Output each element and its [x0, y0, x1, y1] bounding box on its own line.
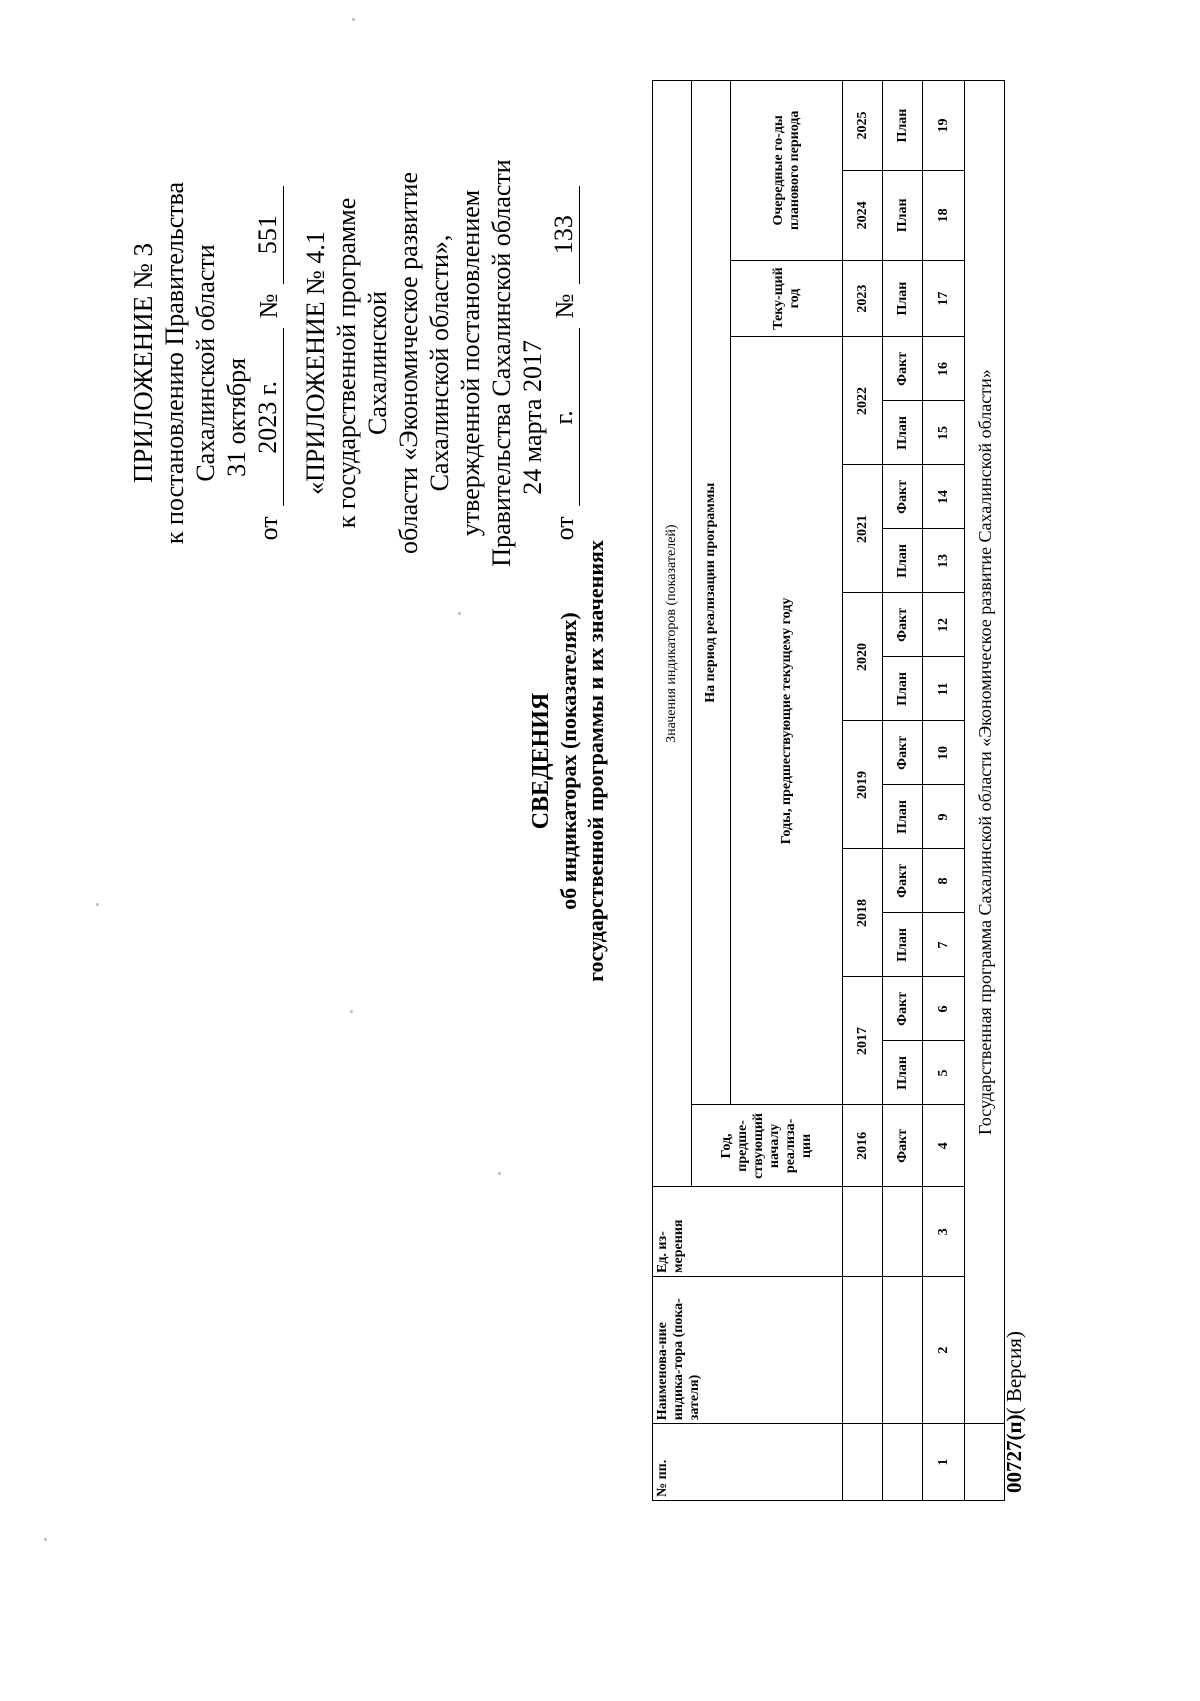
column-number: 17 [923, 260, 965, 337]
fact-cell: Факт [883, 1105, 923, 1187]
plan-cell: План [883, 1041, 923, 1105]
code-version: ( Версия) [1002, 1331, 1026, 1415]
title-line-3: государственной программы и их значениях [583, 540, 608, 982]
original-appendix-line-3: Сахалинской области», [425, 234, 454, 492]
fact-cell: Факт [883, 977, 923, 1041]
column-number: 16 [923, 337, 965, 401]
plan-cell: План [883, 401, 923, 465]
column-number: 10 [923, 721, 965, 785]
column-number: 19 [923, 81, 965, 171]
values-header: Значения индикаторов (показателей) [653, 81, 692, 1187]
plan-cell: План [883, 529, 923, 593]
col-name-header: Наименова-ние индика-тора (пока-зателя) [653, 1276, 843, 1423]
year-cell: 2019 [843, 721, 883, 849]
appendix-date-line [221, 153, 284, 573]
fact-cell: Факт [883, 337, 923, 401]
col-unit-header: Ед. из-мерения [653, 1187, 843, 1277]
original-appendix-number-label: № [550, 293, 579, 319]
column-number: 6 [923, 977, 965, 1041]
fact-cell: Факт [883, 849, 923, 913]
column-number: 3 [923, 1187, 965, 1277]
indicators-table [652, 80, 1005, 1501]
year-cell: 2021 [843, 465, 883, 593]
column-number: 5 [923, 1041, 965, 1105]
column-number: 2 [923, 1276, 965, 1423]
column-number: 18 [923, 171, 965, 261]
appendix-number-label: № [254, 293, 283, 319]
column-number: 12 [923, 593, 965, 657]
code-number: 00727(п) [1002, 1414, 1026, 1493]
plan-cell: План [883, 785, 923, 849]
column-number: 15 [923, 401, 965, 465]
document-code [1002, 1331, 1027, 1493]
column-number: 9 [923, 785, 965, 849]
original-appendix-line-1: к государственной программе Сахалинской [332, 197, 392, 529]
column-number: 7 [923, 913, 965, 977]
column-number: 13 [923, 529, 965, 593]
title-line-2: об индикаторах (показателях) [556, 612, 581, 910]
plan-cell: План [883, 171, 923, 261]
document-title [528, 481, 609, 1041]
column-number: 8 [923, 849, 965, 913]
column-numbers-row [923, 81, 965, 1501]
year-cell: 2017 [843, 977, 883, 1105]
original-appendix-line-2: области «Экономическое развитие [394, 172, 423, 554]
fact-cell: Факт [883, 465, 923, 529]
col-number-header: № пп. [653, 1424, 843, 1501]
column-number: 14 [923, 465, 965, 529]
program-title: Государственная программа Сахалинской области «Экономическое развитие Сахалинской области» [965, 81, 1005, 1424]
period-header: На период реализации программы [692, 81, 731, 1105]
original-appendix-from: от [550, 516, 579, 541]
title-line-1: СВЕДЕНИЯ [528, 692, 554, 830]
appendix-from: от [254, 516, 283, 541]
year-cell: 2022 [843, 337, 883, 465]
appendix-block [128, 153, 284, 573]
year-cell: 2025 [843, 81, 883, 171]
base-year-header: Год, предше-ствующий началу реализа-ции [692, 1105, 843, 1187]
original-appendix-number: 133 [548, 186, 580, 284]
fact-cell: Факт [883, 593, 923, 657]
prev-years-header: Годы, предшествующие текущему году [731, 337, 843, 1105]
column-number: 11 [923, 657, 965, 721]
years-row [843, 81, 883, 1501]
appendix-date: 31 октября 2023 г. [221, 328, 284, 506]
original-appendix-title: «ПРИЛОЖЕНИЕ № 4.1 [301, 231, 330, 495]
plan-cell: План [883, 260, 923, 337]
appendix-line-2: Сахалинской области [191, 244, 220, 482]
current-year-header: Теку-щий год [731, 260, 843, 337]
appendix-title: ПРИЛОЖЕНИЕ № 3 [128, 242, 158, 484]
original-appendix-line-4: утвержденной постановлением [456, 189, 485, 537]
column-number: 4 [923, 1105, 965, 1187]
planning-header: Очередные го-ды планового периода [731, 81, 843, 261]
plan-cell: План [883, 657, 923, 721]
header-row-1 [653, 81, 692, 1501]
year-cell: 2023 [843, 260, 883, 337]
appendix-line-1: к постановлению Правительства [160, 181, 189, 545]
year-cell: 2020 [843, 593, 883, 721]
year-cell: 2018 [843, 849, 883, 977]
fact-cell: Факт [883, 721, 923, 785]
year-cell: 2024 [843, 171, 883, 261]
original-appendix-date: 24 марта 2017 г. [517, 328, 580, 506]
plan-cell: План [883, 81, 923, 171]
plan-fact-row [883, 81, 923, 1501]
appendix-number: 551 [252, 186, 284, 284]
plan-cell: План [883, 913, 923, 977]
program-row [965, 81, 1005, 1501]
column-number: 1 [923, 1424, 965, 1501]
original-appendix-line-5: Правительства Сахалинской области [487, 159, 516, 567]
year-cell: 2016 [843, 1105, 883, 1187]
